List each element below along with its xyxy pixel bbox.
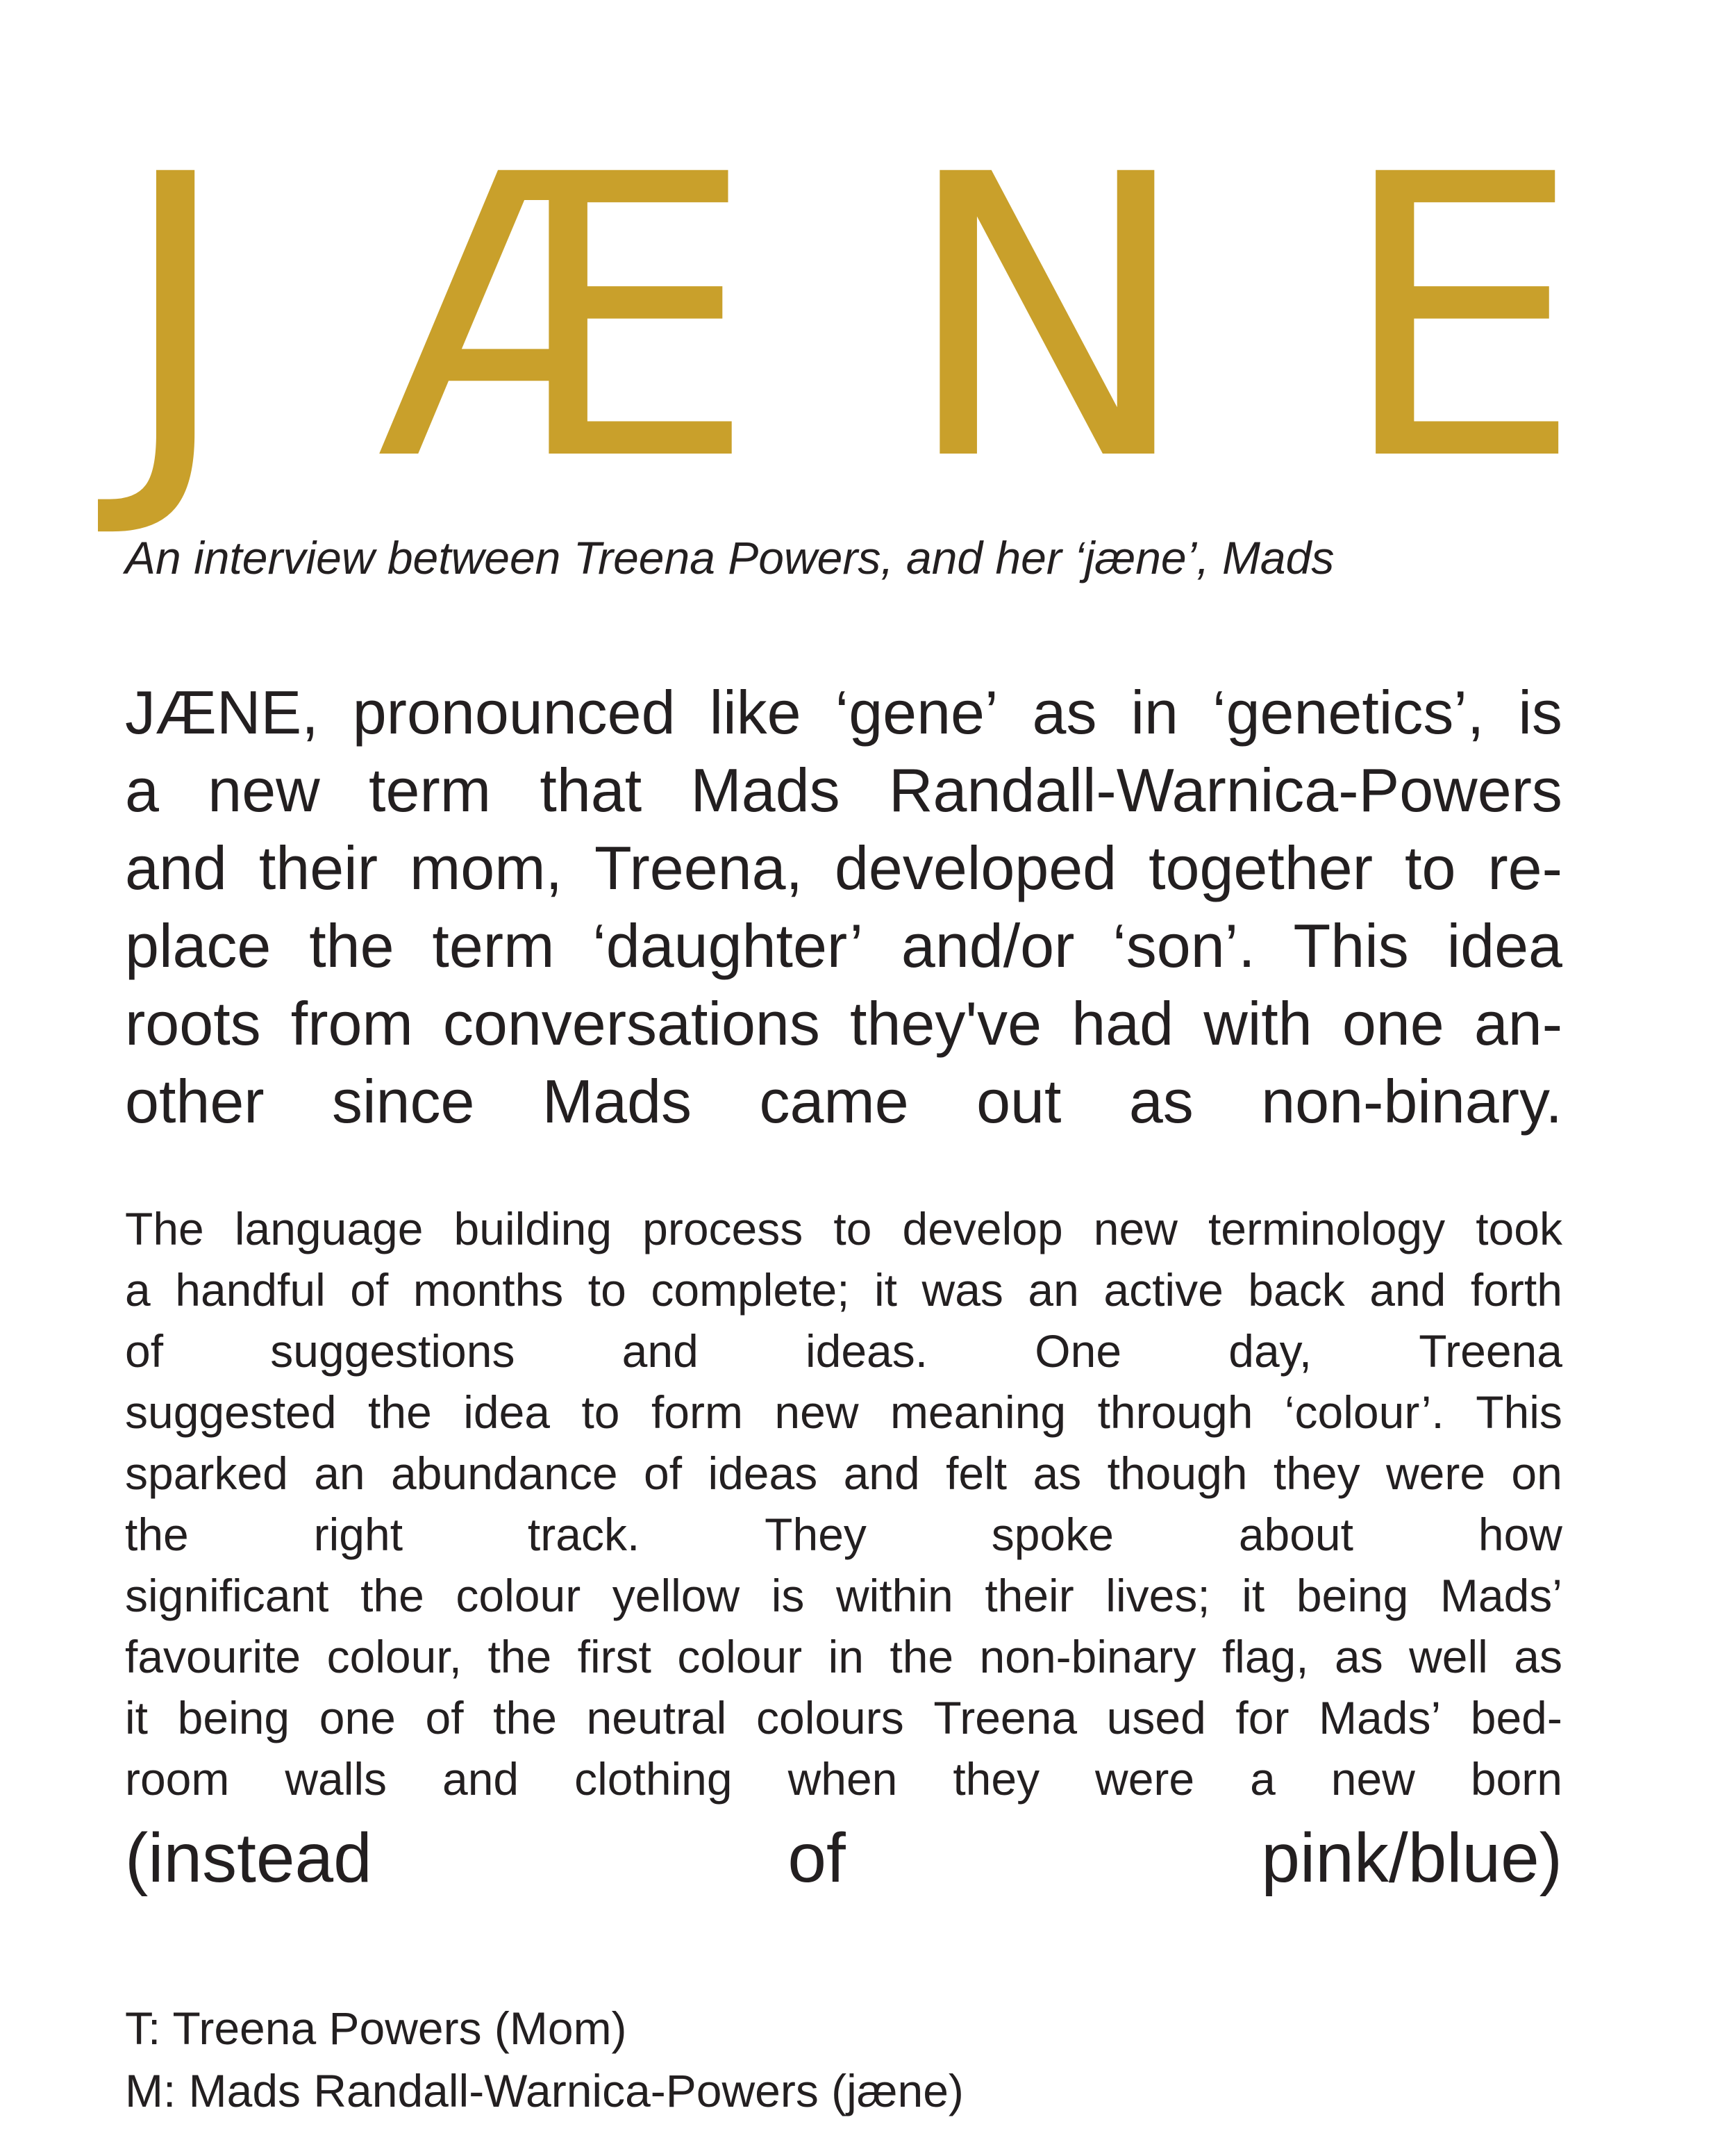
word: used xyxy=(1106,1692,1206,1743)
word: track. xyxy=(527,1509,640,1560)
word: a xyxy=(1250,1753,1276,1805)
lead-line xyxy=(125,752,1562,829)
word: colour xyxy=(677,1631,803,1682)
word: they xyxy=(953,1753,1040,1805)
word: and xyxy=(843,1448,920,1499)
word: right xyxy=(313,1509,403,1560)
word: non-binary. xyxy=(1261,1067,1562,1136)
word: an xyxy=(314,1448,365,1499)
word: the xyxy=(309,911,394,980)
word: The xyxy=(125,1203,204,1254)
word: was xyxy=(921,1264,1003,1316)
word: came xyxy=(759,1067,909,1136)
word: as xyxy=(1128,1067,1194,1136)
legend-mads: M: Mads Randall-Warnica-Powers (jæne) xyxy=(125,2065,964,2116)
word: This xyxy=(1476,1386,1562,1438)
body-line xyxy=(125,1320,1562,1382)
word: that xyxy=(540,756,642,824)
word: well xyxy=(1409,1631,1488,1682)
word: their xyxy=(985,1570,1074,1621)
word: colour, xyxy=(326,1631,462,1682)
word: flag, xyxy=(1221,1631,1309,1682)
word: were xyxy=(1095,1753,1195,1805)
body-paragraph xyxy=(125,1198,1562,1809)
word: This xyxy=(1293,911,1409,980)
word: re- xyxy=(1487,834,1562,902)
word: favourite xyxy=(125,1631,301,1682)
word: back xyxy=(1248,1264,1345,1316)
word: other xyxy=(125,1067,265,1136)
word: ‘daughter’ xyxy=(592,911,864,980)
word: new xyxy=(1330,1753,1415,1805)
word: ‘son’. xyxy=(1112,911,1255,980)
word: the xyxy=(493,1692,557,1743)
word: the xyxy=(360,1570,424,1621)
word: of xyxy=(125,1325,164,1377)
word: ideas xyxy=(708,1448,818,1499)
word: colour xyxy=(456,1570,581,1621)
word: within xyxy=(835,1570,953,1621)
word: first xyxy=(577,1631,651,1682)
word: Mads’ xyxy=(1319,1692,1442,1743)
word: and xyxy=(621,1325,699,1377)
word: term xyxy=(432,911,555,980)
body-closing-line xyxy=(125,1816,1562,1900)
word: it xyxy=(1242,1570,1265,1621)
word: room xyxy=(125,1753,230,1805)
word: being xyxy=(1296,1570,1409,1621)
word: being xyxy=(177,1692,290,1743)
word: one xyxy=(319,1692,396,1743)
word: JÆNE, xyxy=(125,678,319,747)
word: they've xyxy=(850,989,1042,1058)
word: language xyxy=(234,1203,424,1254)
word: develop xyxy=(902,1203,1063,1254)
word: process xyxy=(642,1203,803,1254)
word: bed- xyxy=(1470,1692,1562,1743)
word: felt xyxy=(946,1448,1008,1499)
word: about xyxy=(1238,1509,1353,1560)
word: were xyxy=(1385,1448,1486,1499)
word: new xyxy=(1093,1203,1178,1254)
word: as xyxy=(1334,1631,1383,1682)
word: terminology xyxy=(1208,1203,1446,1254)
word: a xyxy=(125,1264,151,1316)
word: day, xyxy=(1228,1325,1312,1377)
word: walls xyxy=(285,1753,387,1805)
word: the xyxy=(487,1631,552,1682)
lead-line xyxy=(125,985,1562,1063)
word: the xyxy=(125,1509,189,1560)
word: like xyxy=(709,678,801,747)
word: months xyxy=(412,1264,564,1316)
body-line xyxy=(125,1504,1562,1565)
lead-line xyxy=(125,907,1562,985)
word: developed xyxy=(834,834,1117,902)
word: an xyxy=(1028,1264,1079,1316)
word: the xyxy=(368,1386,432,1438)
body-line xyxy=(125,1687,1562,1748)
word: meaning xyxy=(890,1386,1067,1438)
word: complete; xyxy=(651,1264,850,1316)
body-line xyxy=(125,1626,1562,1687)
word: forth xyxy=(1470,1264,1562,1316)
word: One xyxy=(1035,1325,1122,1377)
word: idea xyxy=(463,1386,551,1438)
body-line xyxy=(125,1565,1562,1626)
word: pronounced xyxy=(352,678,676,747)
word: one xyxy=(1342,989,1444,1058)
speaker-legend xyxy=(125,1997,1583,2122)
closing-word: pink/blue) xyxy=(1261,1819,1562,1897)
word: Treena xyxy=(933,1692,1078,1743)
title-letter-e: E xyxy=(1337,93,1583,546)
body-line xyxy=(125,1259,1562,1320)
word: they xyxy=(1273,1448,1360,1499)
legend-treena: T: Treena Powers (Mom) xyxy=(125,2003,627,2054)
word: took xyxy=(1476,1203,1562,1254)
body-line xyxy=(125,1748,1562,1809)
word: their xyxy=(258,834,378,902)
word: Randall-Warnica-Powers xyxy=(889,756,1562,824)
word: place xyxy=(125,911,272,980)
word: it xyxy=(874,1264,898,1316)
word: abundance xyxy=(390,1448,618,1499)
word: Treena, xyxy=(594,834,803,902)
word: non-binary xyxy=(979,1631,1196,1682)
word: clothing xyxy=(574,1753,733,1805)
word: roots xyxy=(125,989,261,1058)
word: ‘colour’. xyxy=(1284,1386,1444,1438)
word: together xyxy=(1149,834,1374,902)
word: ideas. xyxy=(805,1325,928,1377)
word: active xyxy=(1103,1264,1224,1316)
word: colours xyxy=(756,1692,904,1743)
word: and xyxy=(125,834,227,902)
body-line xyxy=(125,1443,1562,1504)
word: for xyxy=(1235,1692,1290,1743)
word: from xyxy=(290,989,413,1058)
word: to xyxy=(581,1386,620,1438)
word: is xyxy=(771,1570,805,1621)
word: conversations xyxy=(442,989,820,1058)
title-letter-n: N xyxy=(901,93,1193,546)
word: suggestions xyxy=(270,1325,515,1377)
word: with xyxy=(1203,989,1312,1058)
word: the xyxy=(890,1631,954,1682)
lead-line xyxy=(125,1063,1562,1141)
word: to xyxy=(833,1203,872,1254)
word: mom, xyxy=(409,834,562,902)
word: how xyxy=(1478,1509,1562,1560)
word: suggested xyxy=(125,1386,337,1438)
title-letter-j: J xyxy=(118,93,233,546)
word: Mads xyxy=(542,1067,692,1136)
word: ‘gene’ xyxy=(835,678,999,747)
word: Mads’ xyxy=(1439,1570,1562,1621)
word: of xyxy=(644,1448,683,1499)
word: sparked xyxy=(125,1448,288,1499)
word: is xyxy=(1518,678,1562,747)
word: to xyxy=(587,1264,626,1316)
subtitle: An interview between Treena Powers, and her ‘jæne’, Mads xyxy=(125,532,1335,583)
word: as xyxy=(1033,1448,1082,1499)
word: form xyxy=(651,1386,743,1438)
word: though xyxy=(1107,1448,1248,1499)
body-line xyxy=(125,1198,1562,1259)
page-title xyxy=(118,93,1583,546)
word: an- xyxy=(1474,989,1562,1058)
word: a xyxy=(125,756,159,824)
word: Treena xyxy=(1419,1325,1562,1377)
word: and xyxy=(442,1753,519,1805)
word: of xyxy=(425,1692,464,1743)
word: ‘genetics’, xyxy=(1212,678,1485,747)
lead-paragraph xyxy=(125,674,1562,1141)
word: idea xyxy=(1446,911,1562,980)
word: term xyxy=(369,756,492,824)
word: had xyxy=(1071,989,1174,1058)
word: born xyxy=(1470,1753,1562,1805)
word: building xyxy=(453,1203,612,1254)
word: through xyxy=(1097,1386,1253,1438)
word: when xyxy=(787,1753,898,1805)
word: as xyxy=(1514,1631,1562,1682)
word: handful xyxy=(175,1264,326,1316)
word: and xyxy=(1369,1264,1446,1316)
word: lives; xyxy=(1105,1570,1210,1621)
lead-line xyxy=(125,829,1562,907)
word: it xyxy=(125,1692,148,1743)
lead-line xyxy=(125,674,1562,752)
word: significant xyxy=(125,1570,329,1621)
closing-word: of xyxy=(787,1819,846,1897)
word: spoke xyxy=(991,1509,1114,1560)
word: and/or xyxy=(901,911,1075,980)
body-line xyxy=(125,1382,1562,1443)
word: of xyxy=(350,1264,389,1316)
word: as xyxy=(1032,678,1097,747)
word: on xyxy=(1511,1448,1562,1499)
word: in xyxy=(1130,678,1178,747)
word: in xyxy=(828,1631,864,1682)
word: out xyxy=(976,1067,1062,1136)
word: They xyxy=(765,1509,867,1560)
word: new xyxy=(774,1386,859,1438)
word: new xyxy=(208,756,320,824)
word: since xyxy=(332,1067,475,1136)
title-letter-ae: Æ xyxy=(378,93,757,546)
word: to xyxy=(1405,834,1456,902)
word: Mads xyxy=(690,756,840,824)
word: neutral xyxy=(586,1692,727,1743)
word: yellow xyxy=(612,1570,740,1621)
closing-word: (instead xyxy=(125,1819,372,1897)
